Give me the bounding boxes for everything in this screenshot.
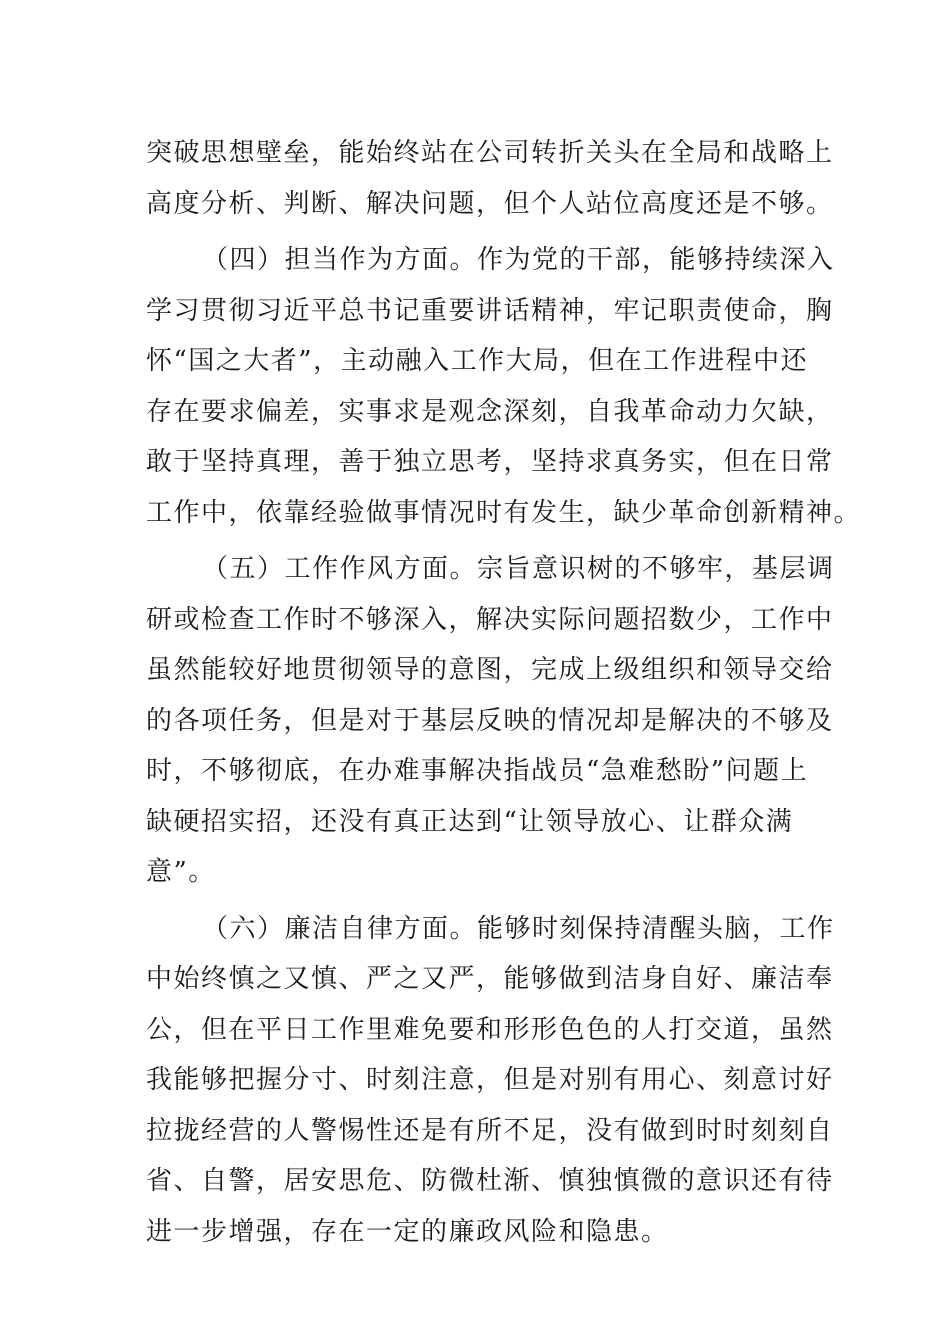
text-line: 敢于坚持真理，善于独立思考，坚持求真务实，但在日常 bbox=[146, 447, 834, 477]
text-line: 怀“国之大者”，主动融入工作大局，但在工作进程中还 bbox=[146, 346, 809, 376]
text-line: 高度分析、判断、解决问题，但个人站位高度还是不够。 bbox=[146, 188, 834, 219]
document-body bbox=[146, 128, 862, 1257]
paragraph-continued bbox=[146, 128, 834, 229]
text-line: 的各项任务，但是对于基层反映的情况却是解决的不够及 bbox=[146, 705, 834, 736]
paragraph-integrity bbox=[146, 904, 835, 1258]
text-line: 研或检查工作时不够深入，解决实际问题招数少，工作中 bbox=[146, 604, 834, 635]
text-line: 虽然能较好地贯彻领导的意图，完成上级组织和领导交给 bbox=[146, 655, 834, 685]
paragraph-responsibility bbox=[146, 235, 862, 538]
text-line: 拉拢经营的人警惕性还是有所不足，没有做到时时刻刻自 bbox=[146, 1115, 834, 1146]
text-line: 意”。 bbox=[146, 857, 216, 887]
text-line: 省、自警，居安思危、防微杜渐、慎独慎微的意识还有待 bbox=[146, 1166, 834, 1196]
text-line: 学习贯彻习近平总书记重要讲话精神，牢记职责使命，胸 bbox=[146, 295, 834, 326]
text-line: （六）廉洁自律方面。能够时刻保持清醒头脑，工作 bbox=[202, 913, 835, 944]
text-line: 缺硬招实招，还没有真正达到“让领导放心、让群众满 bbox=[146, 806, 794, 837]
text-line: 时，不够彻底，在办难事解决指战员“急难愁盼”问题上 bbox=[146, 756, 809, 786]
text-line: （五）工作作风方面。宗旨意识树的不够牢，基层调 bbox=[202, 554, 835, 584]
text-line: 存在要求偏差，实事求是观念深刻，自我革命动力欠缺， bbox=[146, 396, 834, 427]
paragraph-work-style bbox=[146, 544, 835, 898]
text-line: 工作中，依靠经验做事情况时有发生，缺少革命创新精神。 bbox=[146, 497, 862, 528]
text-line: 突破思想壁垒，能始终站在公司转折关头在全局和战略上 bbox=[146, 138, 834, 168]
text-line: 进一步增强，存在一定的廉政风险和隐患。 bbox=[146, 1216, 669, 1247]
text-line: 公，但在平日工作里难免要和形形色色的人打交道，虽然 bbox=[146, 1014, 834, 1045]
text-line: （四）担当作为方面。作为党的干部，能够持续深入 bbox=[202, 245, 835, 275]
text-line: 中始终慎之又慎、严之又严，能够做到洁身自好、廉洁奉 bbox=[146, 964, 834, 994]
text-line: 我能够把握分寸、时刻注意，但是对别有用心、刻意讨好 bbox=[146, 1065, 834, 1095]
